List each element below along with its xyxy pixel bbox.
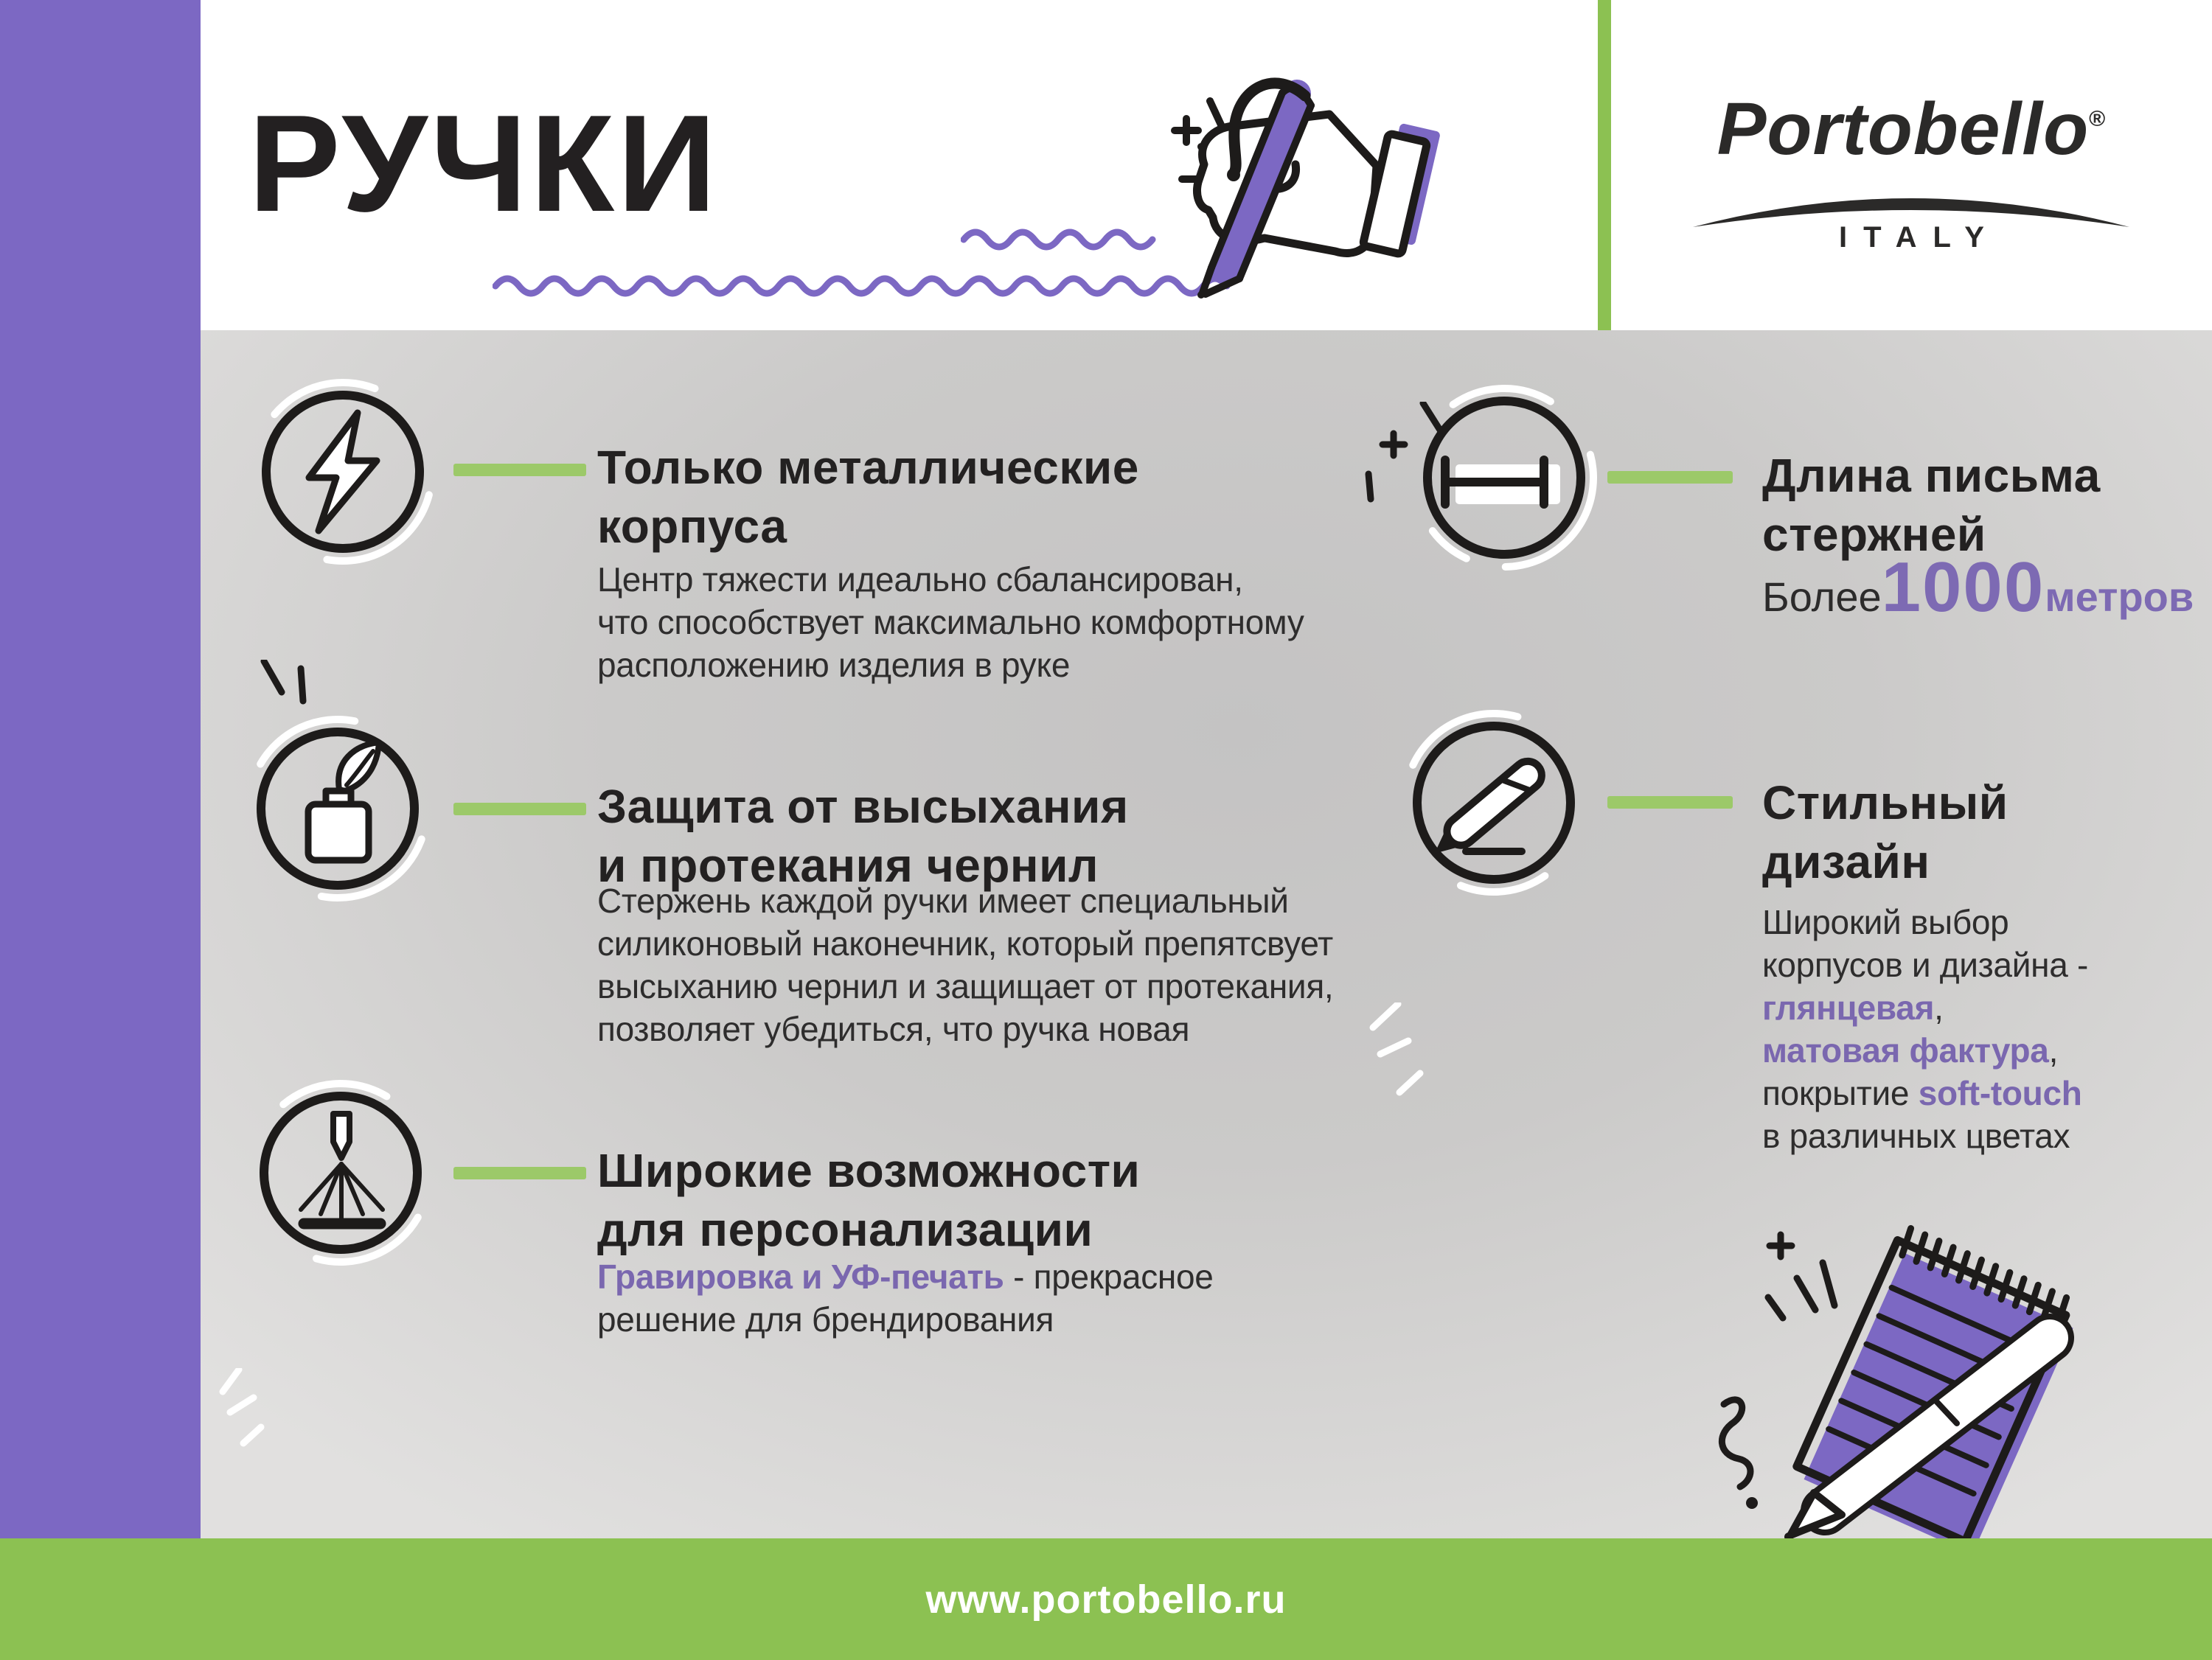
pen-tip — [1197, 291, 1205, 299]
body-line: силиконовый наконечник, который препятсвует — [597, 924, 1333, 963]
sparkle-marks — [1768, 1235, 1834, 1318]
feature-body — [597, 879, 1333, 1050]
heading-line: стержней — [1762, 508, 1986, 561]
body-line: в различных цветах — [1762, 1117, 2070, 1155]
white-ray-marks — [1366, 1002, 1432, 1106]
body-line: расположению изделия в руке — [597, 646, 1071, 684]
heading-line: и протекания чернил — [597, 839, 1099, 892]
connector-dash — [1607, 796, 1733, 809]
sparkle-marks — [1364, 402, 1467, 505]
heading-line: Только металлические — [597, 441, 1139, 494]
page-title: РУЧКИ — [248, 86, 720, 240]
value-unit: метров — [2045, 573, 2194, 620]
body-line: Гравировка и УФ-печать - прекрасное — [597, 1258, 1214, 1296]
value-number: 1000 — [1881, 548, 2045, 627]
connector-dash — [453, 803, 586, 815]
feature-body — [597, 558, 1304, 686]
feature-heading — [597, 777, 1129, 895]
connector-dash — [1607, 471, 1733, 484]
squiggle-dot — [1746, 1497, 1758, 1509]
body-line: глянцевая, — [1762, 988, 1944, 1027]
stylish-design-icon — [1398, 707, 1590, 899]
heading-line: корпуса — [597, 500, 787, 553]
body-line: матовая фактура, — [1762, 1031, 2059, 1070]
connector-dash — [453, 1167, 586, 1179]
squiggle-mark — [1722, 1400, 1750, 1487]
sidebar-purple-bar — [0, 0, 201, 1538]
wavy-underline-short — [961, 223, 1167, 256]
body-line: корпусов и дизайна - — [1762, 946, 2088, 984]
body-line: Стержень каждой ручки имеет специальный — [597, 882, 1289, 920]
heading-line: для персонализации — [597, 1203, 1093, 1256]
footer-band — [0, 1538, 2212, 1660]
wavy-underline-long — [493, 270, 1237, 302]
feature-heading — [597, 438, 1139, 556]
feature-heading — [1762, 773, 2008, 891]
heading-line: Стильный — [1762, 776, 2008, 829]
pen-clip-dot — [1227, 168, 1240, 181]
heading-line: Длина письма — [1762, 449, 2101, 502]
brand-name: Portobello® — [1717, 88, 2107, 170]
feature-heading — [1762, 446, 2101, 564]
body-line: Центр тяжести идеально сбалансирован, — [597, 560, 1243, 599]
feature-body — [597, 1255, 1214, 1341]
body-line: высыханию чернил и защищает от протекания, — [597, 967, 1334, 1005]
website-url: www.portobello.ru — [925, 1577, 1287, 1622]
ink-protection-icon — [242, 713, 434, 904]
value-label: Более — [1762, 573, 1882, 620]
notepad-illustration — [1703, 1205, 2116, 1544]
body-line: позволяет убедиться, что ручка новая — [597, 1010, 1190, 1048]
registered-mark: ® — [2089, 107, 2107, 131]
hand-writing-illustration — [1154, 55, 1493, 299]
brand-country: ITALY — [1839, 221, 2000, 254]
connector-dash — [453, 464, 586, 476]
heading-line: Защита от высыхания — [597, 780, 1129, 833]
writing-length-value — [1762, 547, 2194, 628]
feature-heading — [597, 1141, 1140, 1259]
body-line: покрытие soft-touch — [1762, 1074, 2082, 1112]
laser-engraving-icon — [245, 1077, 437, 1269]
sparkle-marks — [258, 660, 317, 711]
body-line: Широкий выбор — [1762, 903, 2009, 941]
body-line: что способствует максимально комфортному — [597, 603, 1304, 641]
portobello-logo — [1611, 0, 2212, 330]
heading-line: дизайн — [1762, 835, 1930, 888]
white-ray-marks — [218, 1368, 270, 1449]
metal-body-icon — [247, 376, 439, 568]
body-line: решение для брендирования — [597, 1300, 1054, 1339]
feature-body — [1762, 901, 2088, 1157]
pen-cap-outline — [1363, 133, 1427, 254]
green-divider-stripe — [1598, 0, 1611, 330]
heading-line: Широкие возможности — [597, 1144, 1141, 1197]
